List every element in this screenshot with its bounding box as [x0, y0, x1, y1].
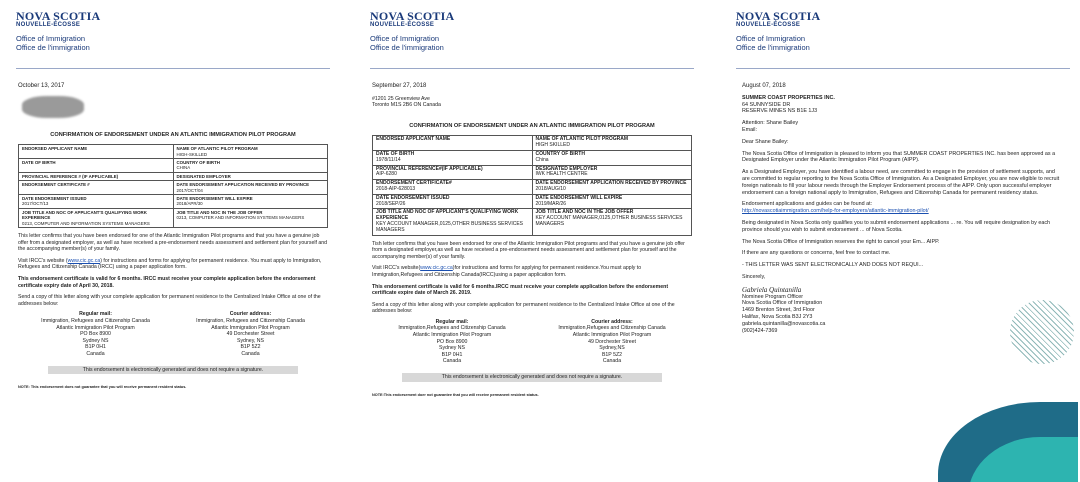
address-line: Atlantic Immigration Pilot Program	[412, 332, 492, 339]
address-line: B1P 5Z2	[240, 344, 261, 351]
address-line: gabriela.quintanilla@novascotia.ca	[742, 320, 826, 327]
table-cell	[373, 194, 533, 209]
attention-line: Attention: Shane Bailey Email:	[742, 120, 799, 133]
ircc-link[interactable]: www.cic.gc.ca	[67, 257, 101, 264]
cell-label: DATE OF BIRTH	[22, 160, 56, 165]
courier-address: Courier address: Immigration, Refugees and Citizenship Canada Atlantic Immigration Pilot Program 49 Dorchester Street Sydney, NS B1P 5Z2 Canada	[196, 311, 305, 357]
endorsement-table	[18, 144, 328, 228]
cell-value: 1978/11/14	[376, 156, 401, 163]
address-line: Canada	[86, 350, 105, 357]
paragraph: Visit IRCC's website(www.cic.gc.ca)for instructions and forms for applying for permanent residence.You must apply to Immigration,Refugees and Citizenship Canada(IRCC)using a paper application form.	[372, 265, 642, 278]
address-line: B1P 0H1	[441, 351, 463, 358]
letterhead	[362, 0, 702, 68]
table-cell	[173, 172, 328, 180]
address-line: B1P 0H1	[85, 344, 106, 351]
cell-value: AIP-6280	[376, 171, 397, 178]
letter-2	[362, 0, 702, 482]
table-cell	[19, 195, 174, 209]
cell-label: DATE ENDORSEMENT APPLICATION RECEIVED BY PROVINCE	[535, 180, 687, 187]
table-row	[373, 165, 692, 180]
address-line: PO Box 8900	[436, 338, 468, 345]
table-cell	[532, 194, 692, 209]
letter-title: CONFIRMATION OF ENDORSEMENT UNDER AN ATLANTIC IMMIGRATION PILOT PROGRAM	[50, 131, 296, 138]
table-row	[373, 180, 692, 195]
table-row	[373, 194, 692, 209]
table-cell	[19, 181, 174, 195]
cell-label: DESIGNATED EMPLOYER	[535, 165, 598, 172]
mailing-addresses	[18, 311, 328, 357]
cell-value: 0213, COMPUTER AND INFORMATION SYSTEMS MANAGERS	[22, 220, 150, 226]
paragraph: Tish letter confirms that you have been endorsed for one of the Atlantic Immigration Pilot programs and that you have a genuine job offer from a designated employer,as well as have received a pre-endorsement needs assessment and settlement plan for yourself and the accompanying member(s) of your family.	[372, 240, 685, 260]
address-line: Halifax, Nova Scotia B3J 2Y3	[742, 313, 813, 320]
cell-label: COUNTRY OF BIRTH	[176, 160, 220, 165]
paragraph: Send a copy of this letter along with your complete application for permanent residence to the Centralized Intake Office at one of the addresses below:	[372, 301, 675, 315]
recipient-address: #1201 25 Greenview Ave Toronto M1S 2B6 ON Canada	[372, 95, 441, 109]
letter-3	[728, 0, 1078, 482]
letter-date: August 07, 2018	[742, 83, 786, 89]
table-row	[19, 181, 328, 195]
table-row	[19, 145, 328, 159]
cell-value: HIGH-SKILLED	[176, 151, 207, 157]
cell-value: HIGH SKILLED	[535, 142, 570, 149]
address-line: (902)424-7369	[742, 327, 778, 334]
table-cell	[532, 165, 692, 180]
address-line: B1P 5Z2	[601, 351, 623, 358]
redacted-address	[22, 96, 84, 118]
cell-value: CHINA	[176, 165, 191, 171]
table-row	[373, 209, 692, 235]
footnote: NOTE: This endorsement does not guarantee that you will receive permanent resident status.	[18, 385, 187, 390]
cell-label: COUNTRY OF BIRTH	[535, 150, 585, 157]
endorsement-table	[372, 135, 692, 235]
table-cell	[373, 180, 533, 195]
cell-label: JOB TITLE AND NOC IN THE JOB OFFER	[176, 209, 263, 215]
cell-label: JOB TITLE AND NOC OF APPLICANT'S QUALIFYING WORK EXPERIENCE	[22, 209, 147, 221]
regular-mail: Regular mail: Immigration,Refugees and Citizenship Canada Atlantic Immigration Pilot Program PO Box 8900 Sydney NS B1P 0H1 Canada	[398, 318, 506, 365]
table-cell	[532, 136, 692, 151]
cell-label: JOB TITLE AND NOC IN THE JOB OFFER	[535, 209, 634, 216]
table-cell	[532, 209, 692, 235]
table-cell	[19, 145, 174, 159]
table-cell	[373, 165, 533, 180]
letter-1	[8, 0, 338, 482]
table-row	[19, 195, 328, 209]
table-cell	[173, 145, 328, 159]
paragraph: This letter confirms that you have been endorsed for one of the Atlantic Immigration Pilot programs and that you have a genuine job offer from a designated employer, as well as have received a pre-endorsement needs assessment and settlement plan for yourself and the accompanying member(s) of your family.	[18, 233, 328, 253]
cell-value: IWK HEALTH CENTRE	[535, 171, 588, 178]
table-cell	[373, 150, 533, 165]
table-cell	[173, 195, 328, 209]
cell-label: JOB TITLE AND NOC OF APPLICANT'S QUALIFYING WORK EXPERIENCE	[376, 209, 519, 222]
cell-label: NAME OF ATLANTIC PILOT PROGRAM	[176, 146, 258, 152]
electronic-notice: This endorsement is electronically generated and does not require a signature.	[402, 373, 662, 382]
address-line: Sydney, NS	[236, 337, 264, 344]
salutation: Dear Shane Bailey:	[742, 138, 789, 145]
cell-value: KEY ACCOUNT MANAGER,0125,OTHER BUSINESS SERVICES MANAGERS	[535, 215, 683, 227]
cell-value: 0213, COMPUTER AND INFORMATION SYSTEMS MANAGERS	[176, 215, 305, 221]
address-line: Canada	[602, 358, 622, 365]
address-line: Sydney,NS	[599, 345, 625, 352]
cell-label: ENDORSEMENT CERTIFICATE#	[376, 180, 452, 187]
table-cell	[373, 136, 533, 151]
paragraph: As a Designated Employer, you have identified a labour need, are committed to engage in the provision of settlement supports, and are committed to regular reporting to the Nova Scotia Office of Immigration. As a Designated Employer, you are now eligible to recruit foreign nationals to fill your labour needs through the Employer Endorsement process of the AIPP. Only upon successful employer endorsement can a foreign national apply to Immigration, Refugees and Citizenship Canada for permanent residency status.	[742, 169, 1060, 196]
letterhead-address	[108, 10, 332, 30]
table-row	[373, 136, 692, 151]
address-line: Nova Scotia Office of Immigration	[742, 300, 823, 307]
letterhead-address	[828, 10, 1072, 30]
validity-paragraph: This endorsement certificate is valid for 6 months. IRCC must receive your complete application before the endorsement certificate expiry date of April 30, 2018.	[18, 276, 316, 289]
nova-scotia-logo: NOVA SCOTIA NOUVELLE-ÉCOSSE Office of Immigration Office de l'immigration	[736, 9, 821, 52]
address-line: 1469 Brenton Street, 3rd Floor	[742, 307, 815, 314]
cell-value: 2017/OCT/04	[176, 187, 203, 193]
table-cell	[173, 208, 328, 227]
address-line: PO Box 8900	[80, 331, 111, 338]
cell-value: 2018/APR/30	[176, 201, 203, 207]
letter-date: September 27, 2018	[372, 83, 427, 89]
cell-label: DATE ENDORSEMENT APPLICATION RECEIVED BY PROVINCE	[176, 182, 310, 188]
cell-value: 2018/SEP/26	[376, 200, 406, 207]
letterhead-address	[462, 10, 696, 30]
address-line: Canada	[442, 358, 462, 365]
address-line: Immigration, Refugees and Citizenship Canada	[41, 318, 150, 324]
cell-label: DATE ENDORSEMENT WILL EXPIRE	[176, 196, 253, 202]
closing: Sincerely,	[742, 273, 766, 280]
nova-scotia-logo: NOVA SCOTIA NOUVELLE-ÉCOSSE Office of Immigration Office de l'immigration	[370, 9, 455, 52]
guides-link[interactable]: http://novascotiaimmigration.com/help-for-employers/atlantic-immigration-pilot/	[742, 208, 929, 215]
paragraph: The Nova Scotia Office of Immigration is pleased to inform you that SUMMER COAST PROPERTIES INC. has been approved as a Designated Employer under the Atlantic Immigration Pilot Program (AIPP).	[742, 150, 1056, 164]
cell-value: China	[535, 156, 549, 163]
table-row	[19, 172, 328, 180]
letterhead	[8, 0, 338, 68]
cell-value: 2018/AUG/10	[535, 185, 566, 192]
cell-value: 2018-AIP-628013	[376, 185, 416, 192]
cell-label: ENDORSED APPLICANT NAME	[376, 136, 451, 143]
ircc-link[interactable]: www.cic.gc.ca	[420, 265, 453, 272]
table-cell	[19, 208, 174, 227]
recipient-address: SUMMER COAST PROPERTIES INC. 64 SUNNYSIDE DR RESERVE MINES NS B1E 1J3	[742, 94, 835, 115]
table-row	[19, 159, 328, 173]
address-line: Canada	[241, 350, 260, 357]
mailing-addresses	[372, 319, 692, 365]
address-line: Sydney NS	[439, 345, 465, 352]
paragraph: If there are any questions or concerns, feel free to contact me.	[742, 250, 891, 257]
cell-value: 2019/MAR/26	[535, 200, 567, 207]
paragraph: - THIS LETTER WAS SENT ELECTRONICALLY AND DOES NOT REQUI...	[742, 262, 924, 269]
paragraph: The Nova Scotia Office of Immigration reserves the right to cancel your Em... AIPP.	[742, 238, 940, 245]
address-line: Immigration, Refugees and Citizenship Canada	[196, 318, 305, 324]
address-line: Immigration,Refugees and Citizenship Canada	[558, 325, 666, 332]
courier-address: Courier address: Immigration,Refugees and Citizenship Canada Atlantic Immigration Pilot Program 49 Dorchester Street Sydney,NS B1P 5Z2 Canada	[558, 318, 666, 365]
table-cell	[173, 181, 328, 195]
cell-label: PROVINCIAL REFERENCE#(IF APPLICABLE)	[376, 165, 483, 172]
cell-label: DATE ENDORSEMENT ISSUED	[22, 196, 87, 202]
cell-label: DATE OF BIRTH	[376, 150, 415, 157]
electronic-notice: This endorsement is electronically generated and does not require a signature.	[48, 366, 298, 375]
table-cell	[19, 172, 174, 180]
cell-label: DATE ENDORSEMENT WILL EXPIRE	[535, 194, 623, 201]
address-line: Atlantic Immigration Pilot Program	[56, 324, 135, 331]
address-line: Sydney NS	[82, 337, 109, 344]
cell-value: 2017/OCT/13	[22, 201, 49, 207]
table-cell	[173, 159, 328, 173]
paragraph: Being designated in Nova Scotia only qualifies you to submit endorsement applications ... re. You will require designation by each province should you wish to submit endorsement ... of Nova Scotia.	[742, 219, 1051, 233]
table-cell	[532, 180, 692, 195]
cell-label: ENDORSED APPLICANT NAME	[22, 146, 88, 152]
address-line: Atlantic Immigration Pilot Program	[211, 324, 290, 331]
cell-label: PROVINCIAL REFERENCE # (IF APPLICABLE)	[22, 173, 119, 179]
paragraph: Endorsement applications and guides can be found at: http://novascotiaimmigration.com/help-for-employers/atlantic-immigration-pilot/	[742, 201, 1064, 215]
letterhead	[728, 0, 1078, 68]
paragraph: Send a copy of this letter along with your complete application for permanent residence to the Centralized Intake Office at one of the addresses below:	[18, 294, 321, 307]
hatch-overlay	[1010, 300, 1074, 364]
address-line: Immigration,Refugees and Citizenship Canada	[398, 325, 506, 332]
table-cell	[532, 150, 692, 165]
nova-scotia-logo: NOVA SCOTIA NOUVELLE-ÉCOSSE Office of Immigration Office de l'immigration	[16, 9, 101, 52]
cell-label: DESIGNATED EMPLOYER	[176, 173, 231, 179]
cell-value: KEY ACCOUNT MANAGER,0125,OTHER BUSINESS SERVICES MANAGERS	[376, 220, 523, 233]
address-line: Nominee Program Officer	[742, 293, 804, 300]
footnote: NOTE:This endorsement doer not guarantee that you will receive permanent resident status.	[372, 392, 539, 397]
validity-paragraph: This endorsement certificate is valid for 6 months.IRCC must receive your complete application before the endorsement certificate expire date of March 26. 2019.	[372, 283, 669, 297]
cell-label: NAME OF ATLANTIC PILOT PROGRAM	[535, 136, 628, 143]
address-line: 49 Dorchester Street	[226, 331, 275, 338]
paragraph: Visit IRCC's website (www.cic.gc.ca) for instructions and forms for applying for permanent residence. You must apply to Immigration, Refugees and Citizenship Canada (IRCC) using a paper application form.	[18, 257, 322, 271]
regular-mail: Regular mail: Immigration, Refugees and Citizenship Canada Atlantic Immigration Pilot Program PO Box 8900 Sydney NS B1P 0H1 Canada	[41, 311, 150, 357]
address-line: Atlantic Immigration Pilot Program	[572, 332, 652, 339]
table-row	[373, 150, 692, 165]
letter-title: CONFIRMATION OF ENDORSEMENT UNDER AN ATLANTIC IMMIGRATION PILOT PROGRAM	[409, 122, 655, 129]
address-line: 49 Dorchester Street	[588, 338, 636, 345]
cell-label: ENDORSEMENT CERTIFICATE #	[22, 182, 90, 188]
table-cell	[19, 159, 174, 173]
table-cell	[373, 209, 533, 235]
table-row	[19, 208, 328, 227]
signature: Gabriela Quintanilla	[742, 285, 802, 294]
cell-label: DATE ENDORSEMENT ISSUED	[376, 194, 450, 201]
letter-date: October 13, 2017	[18, 83, 65, 89]
